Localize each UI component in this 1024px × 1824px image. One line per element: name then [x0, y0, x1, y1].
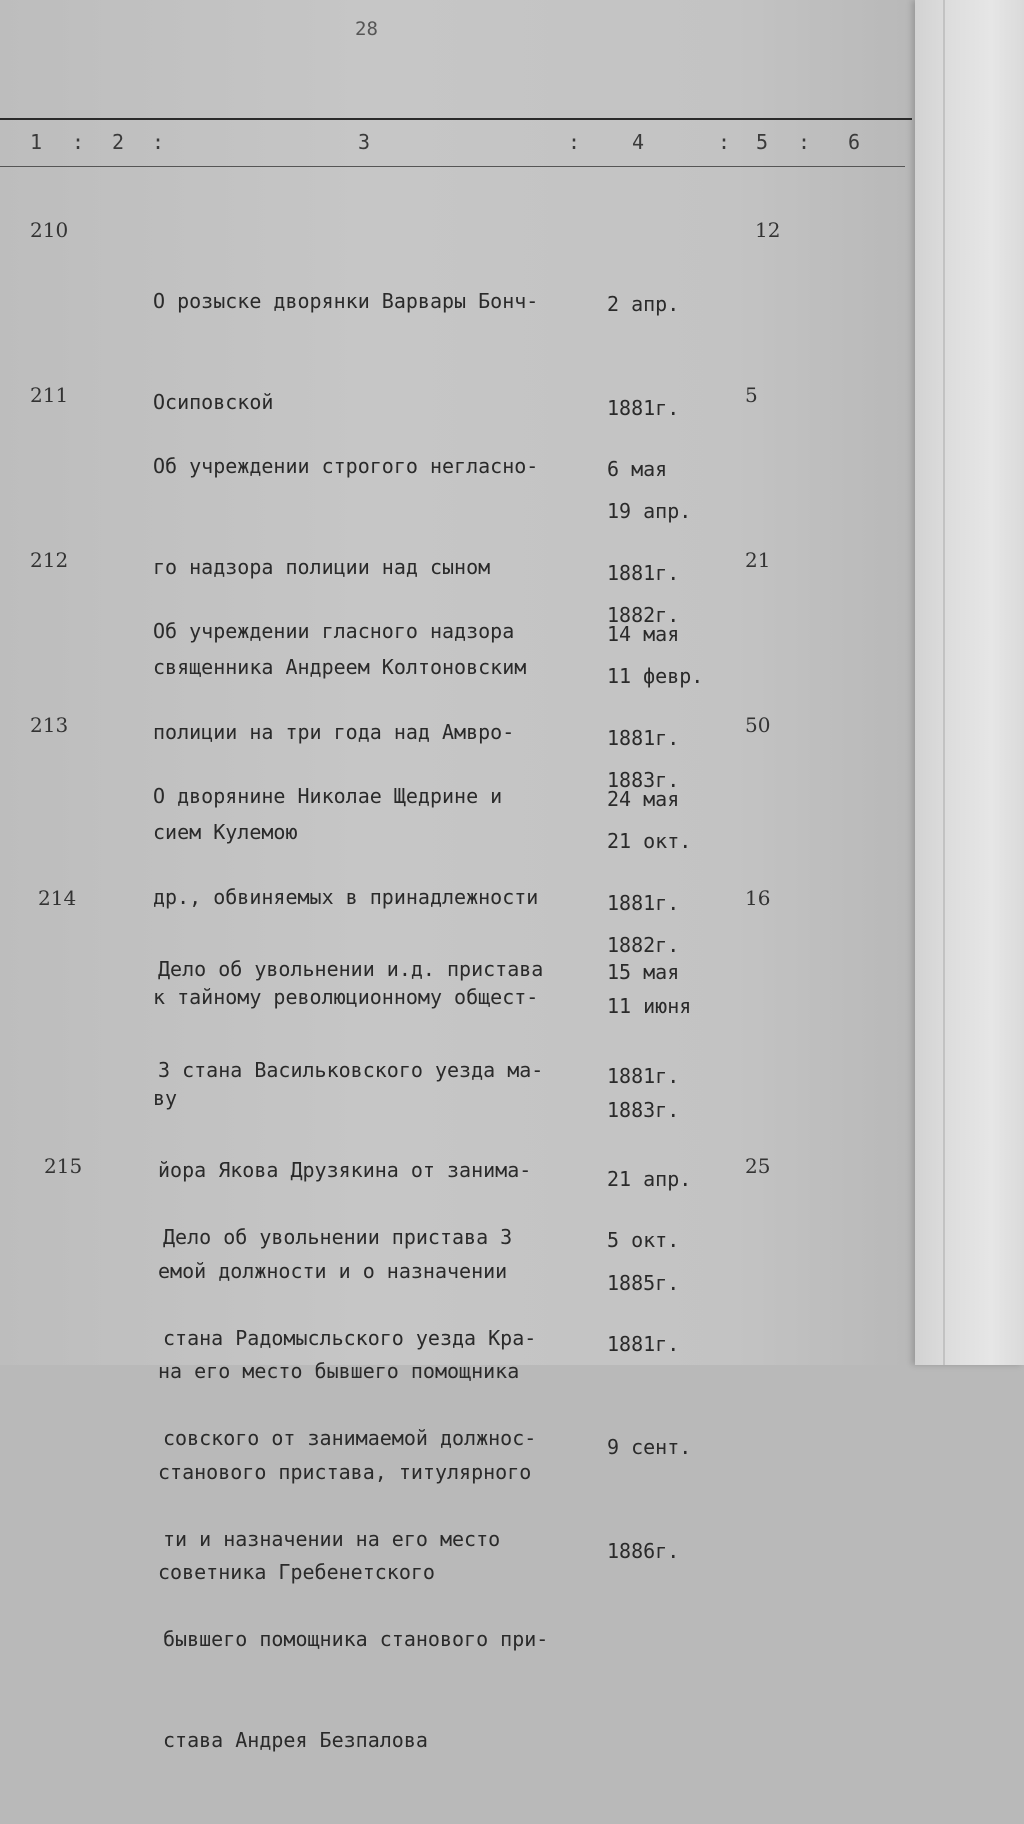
title-line: стана Радомысльского уезда Кра-	[163, 1325, 537, 1350]
entry-sheet-count: 16	[745, 886, 771, 910]
entry-sheet-count: 50	[745, 713, 771, 737]
title-line: на его место бывшего помощника	[158, 1359, 520, 1383]
column-separator: :	[152, 130, 165, 154]
date-line: 21 апр.	[607, 1167, 692, 1191]
date-line: 24 мая	[607, 787, 680, 811]
column-header-5: 5	[756, 130, 769, 154]
column-header-1: 1	[30, 130, 43, 154]
date-line: 1881г.	[607, 890, 680, 915]
header-rule	[0, 118, 912, 120]
header-underline	[0, 166, 905, 167]
title-line: О дворянине Николае Щедрине и	[153, 784, 503, 808]
title-line: ву	[153, 1085, 178, 1110]
date-line: 1886г.	[607, 1538, 680, 1563]
column-separator: :	[718, 130, 731, 154]
title-line: йора Якова Друзякина от занима-	[158, 1158, 532, 1182]
title-line: советника Гребенетского	[158, 1560, 435, 1584]
entry-sheet-count: 5	[745, 383, 758, 407]
title-line: Осиповской	[153, 389, 274, 414]
title-line: полиции на три года над Амвро-	[153, 719, 515, 744]
entry-sheet-count: 25	[745, 1154, 771, 1178]
entry-number: 211	[30, 383, 69, 407]
entry-sheet-count: 12	[755, 218, 781, 242]
date-line: 1881г.	[607, 1331, 680, 1356]
date-line: 9 сент.	[607, 1435, 692, 1459]
date-line: 19 апр.	[607, 499, 692, 523]
entry-sheet-count: 21	[745, 548, 771, 572]
date-line: 14 мая	[607, 622, 680, 646]
entry-dates	[607, 1154, 727, 1637]
title-line: става Андрея Безпалова	[163, 1727, 428, 1752]
paper-edge	[915, 0, 1024, 1365]
date-line: 1883г.	[607, 767, 680, 792]
title-line: Дело об увольнении пристава 3	[163, 1225, 513, 1249]
date-line: 21 окт.	[607, 829, 692, 853]
column-separator: :	[568, 130, 581, 154]
title-line: емой должности и о назначении	[158, 1258, 508, 1283]
date-line: 5 окт.	[607, 1228, 680, 1252]
title-line: ти и назначении на его место	[163, 1526, 501, 1551]
page-number: 28	[355, 18, 378, 40]
column-header-4: 4	[632, 130, 645, 154]
title-line: го надзора полиции над сыном	[153, 554, 491, 579]
entry-number: 210	[30, 218, 69, 242]
date-line: 6 мая	[607, 457, 668, 481]
date-line: 1881г.	[607, 395, 680, 420]
title-line: к тайному революционному общест-	[153, 985, 539, 1009]
date-line: 2 апр.	[607, 292, 680, 316]
entry-number: 214	[38, 886, 77, 910]
column-separator: :	[72, 130, 85, 154]
column-header-6: 6	[848, 130, 861, 154]
date-line: 1883г.	[607, 1097, 680, 1122]
title-line: Дело об увольнении и.д. пристава	[158, 957, 544, 981]
entry-title	[163, 1154, 613, 1824]
date-line: 11 февр.	[607, 664, 704, 688]
title-line: станового пристава, титулярного	[158, 1459, 532, 1484]
title-line: Об учреждении строгого негласно-	[153, 454, 539, 478]
date-line: 1882г.	[607, 932, 680, 957]
date-line: 15 мая	[607, 960, 680, 984]
entry-number: 212	[30, 548, 69, 572]
entry-number: 213	[30, 713, 69, 737]
column-header-3: 3	[358, 130, 371, 154]
date-line: 1881г.	[607, 725, 680, 750]
date-line: 1885г.	[607, 1270, 680, 1295]
column-header-2: 2	[112, 130, 125, 154]
title-line: О розыске дворянки Варвары Бонч-	[153, 289, 539, 313]
title-line: священника Андреем Колтоновским	[153, 655, 527, 679]
title-line: др., обвиняемых в принадлежности	[153, 884, 539, 909]
title-line: совского от занимаемой должнос-	[163, 1426, 537, 1450]
title-line: сием Кулемою	[153, 820, 298, 844]
date-line: 1882г.	[607, 602, 680, 627]
title-line: Об учреждении гласного надзора	[153, 619, 515, 643]
title-line: бывшего помощника станового при-	[163, 1627, 549, 1651]
column-separator: :	[798, 130, 811, 154]
date-line: 1881г.	[607, 1063, 680, 1088]
date-line: 11 июня	[607, 994, 692, 1018]
entry-number: 215	[44, 1154, 83, 1178]
title-line: 3 стана Васильковского уезда ма-	[158, 1057, 544, 1082]
date-line: 1881г.	[607, 560, 680, 585]
